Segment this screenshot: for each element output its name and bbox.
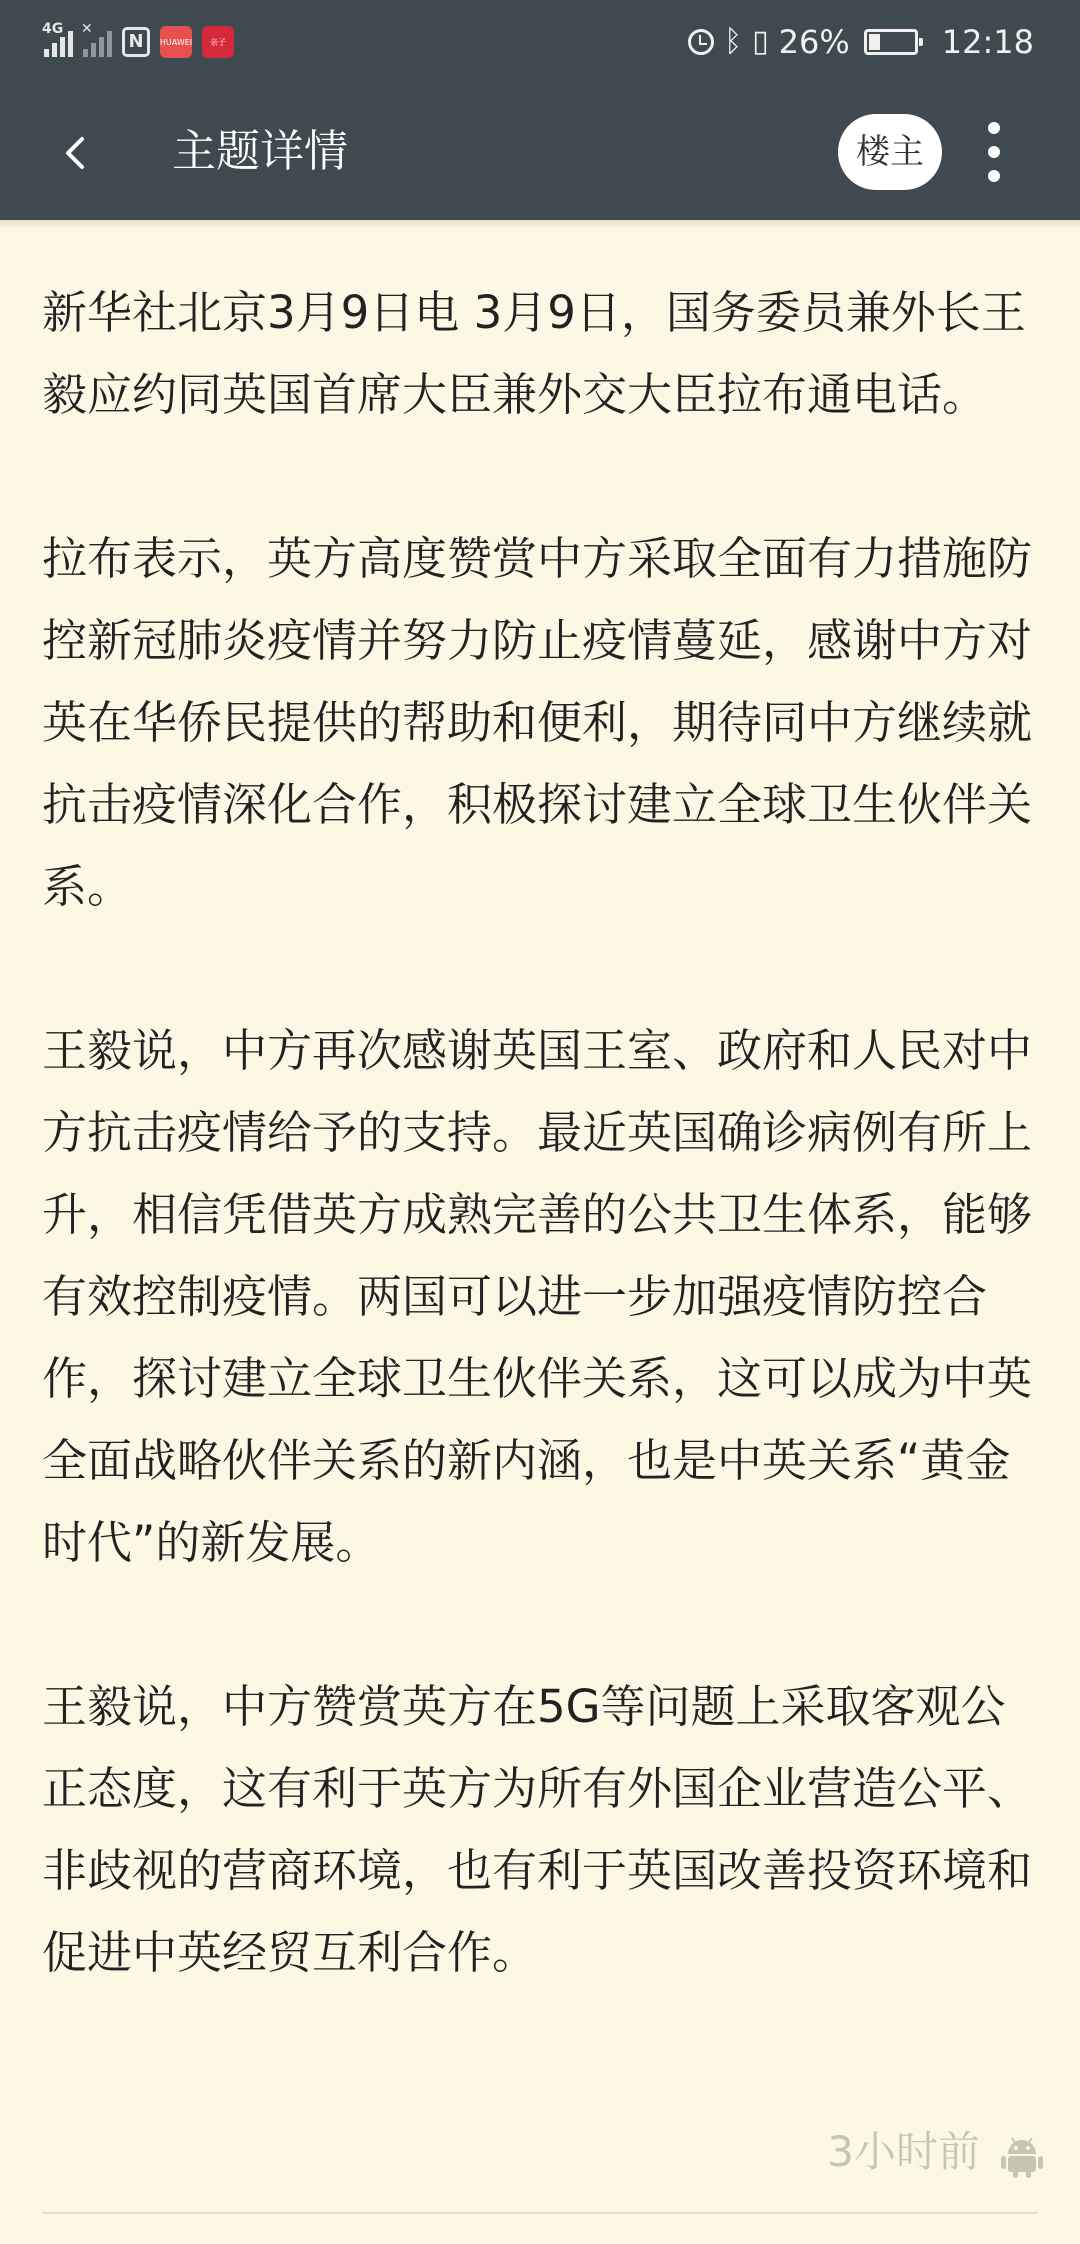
status-bar [0, 0, 1080, 84]
app-notification-icon: 亲子 [202, 26, 234, 58]
battery-icon [864, 29, 918, 55]
vibrate-icon: ▯ [752, 24, 769, 59]
android-icon [1000, 2134, 1044, 2178]
more-options-button[interactable] [970, 114, 1018, 190]
battery-percent: 26% [778, 23, 850, 61]
chevron-left-icon [60, 133, 90, 173]
navbar-shadow [0, 220, 1080, 228]
post-time: 3小时前 [827, 2127, 980, 2176]
bluetooth-icon: ᛒ [724, 24, 743, 59]
top-bar [0, 0, 1080, 220]
nfc-icon: N [122, 27, 150, 57]
divider [42, 2212, 1038, 2214]
post-content [42, 272, 1042, 2076]
signal-4g-icon: 4G [44, 27, 73, 57]
paragraph: 拉布表示，英方高度赞赏中方采取全面有力措施防控新冠肺炎疫情并努力防止疫情蔓延，感谢中方对英在华侨民提供的帮助和便利，期待同中方继续就抗击疫情深化合作，积极探讨建立全球卫生伙伴关系。 [42, 532, 1033, 913]
paragraph: 王毅说，中方赞赏英方在5G等问题上采取客观公正态度，这有利于英方为所有外国企业营造公平、非歧视的营商环境，也有利于英国改善投资环境和促进中英经贸互利合作。 [42, 1680, 1033, 1979]
more-dot-icon [988, 170, 1000, 182]
page-title: 主题详情 [172, 126, 348, 177]
status-right-icons [688, 18, 1034, 66]
status-left-icons [44, 20, 234, 64]
app-navbar [0, 84, 1080, 220]
alarm-icon [688, 29, 714, 55]
back-button[interactable] [40, 118, 110, 188]
clock: 12:18 [941, 23, 1034, 61]
huawei-app-notification-icon: HUAWEI [160, 26, 192, 58]
more-dot-icon [988, 122, 1000, 134]
signal-no-service-icon: ✕ [83, 27, 112, 57]
battery-level-fill [869, 34, 880, 50]
more-dot-icon [988, 146, 1000, 158]
paragraph: 新华社北京3月9日电 3月9日，国务委员兼外长王毅应约同英国首席大臣兼外交大臣拉布通电话。 [42, 286, 1026, 421]
only-op-button[interactable]: 楼主 [838, 114, 942, 190]
paragraph: 王毅说，中方再次感谢英国王室、政府和人民对中方抗击疫情给予的支持。最近英国确诊病例有所上升，相信凭借英方成熟完善的公共卫生体系，能够有效控制疫情。两国可以进一步加强疫情防控合作，探讨建立全球卫生伙伴关系，这可以成为中英全面战略伙伴关系的新内涵，也是中英关系“黄金时代”的新发展。 [42, 1024, 1033, 1569]
